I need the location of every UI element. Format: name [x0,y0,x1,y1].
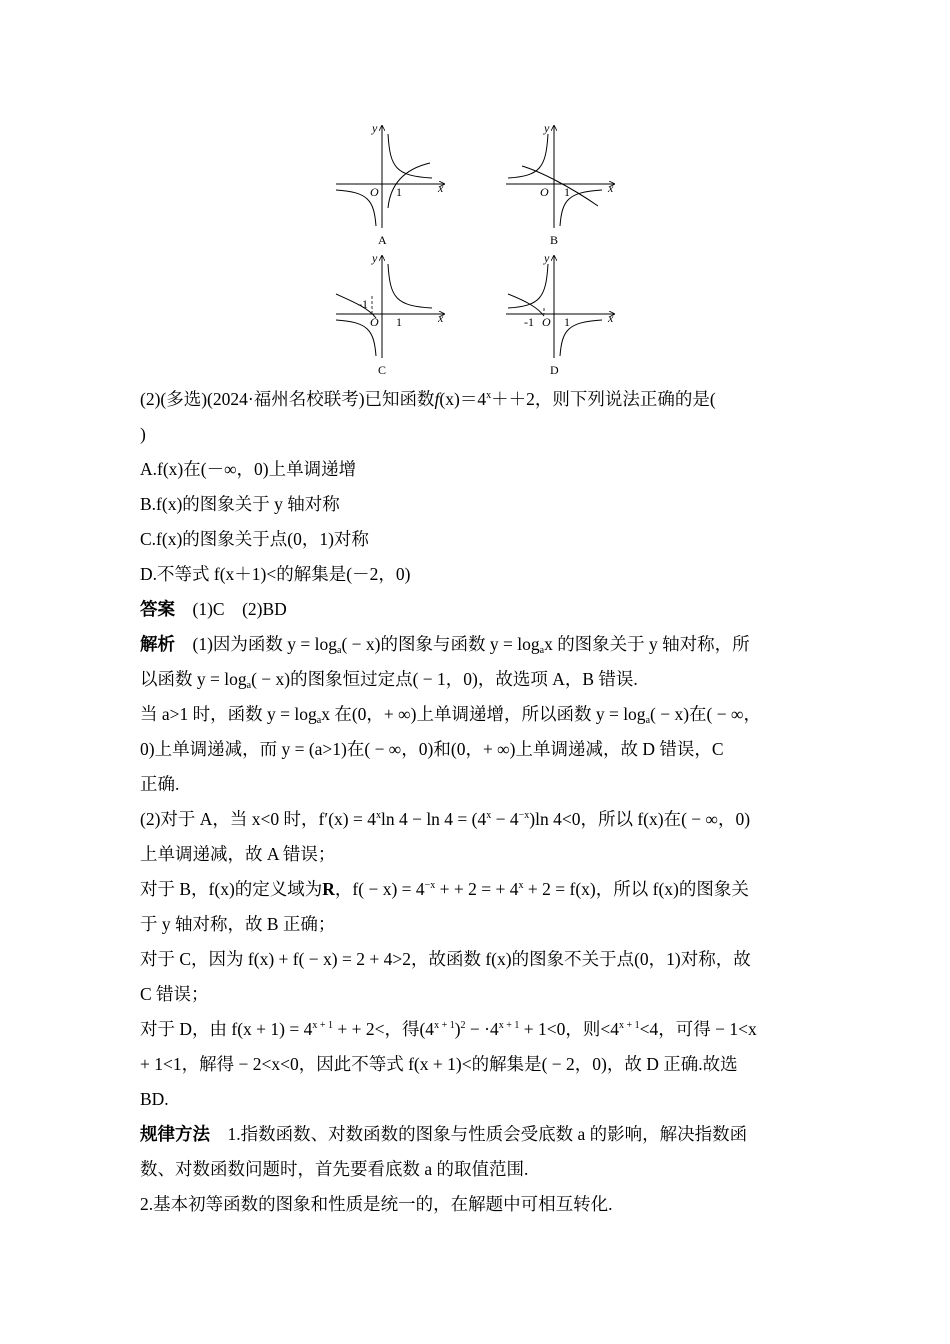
graph-d-origin-label: O [542,315,551,329]
graph-d-y-label: y [544,251,550,265]
graph-c-one-label: 1 [396,315,402,329]
analysis-line-12: 对于 D，由 $f(x + 1) = 4^{x + 1}$ + + 2<，得$(4^{x + 1})^2 - \cdot 4^{x + 1} + 1<0$，则$<4^{x + 1}<4$，可得 − 1<x [140,1019,757,1039]
graph-options-figure [332,118,632,380]
graph-c [336,251,444,377]
graph-a [336,121,444,247]
analysis-line-8: 对于 B，f(x)的定义域为R，$f( - x) = 4^{-x}$ + + 2 = + $4^x + 2 = f(x)$，所以 f(x)的图象关 [140,879,749,899]
method-line-2: 数、对数函数问题时，首先要看底数 a 的取值范围. [140,1159,529,1179]
answer-line [140,592,812,627]
question-2-stem: (2)(多选)(2024·福州名校联考)已知函数$f(x)=4^x++2$，则下列说法正确的是( [140,389,716,409]
analysis-line-6: (2)对于 A，当 x<0 时，$f'(x) = 4^x\ln$ $4 - \ln 4 = (4^x - 4^{-x})\ln$ 4<0，所以 f(x)在( − ∞，0) [140,809,751,829]
analysis-line-14: BD. [140,1089,169,1109]
graph-b-caption: B [550,233,559,247]
graph-d-one-label: 1 [564,315,570,329]
graphs-svg [332,118,632,380]
graph-a-one-label: 1 [396,185,402,199]
question-2-close: ) [140,424,146,444]
graph-c-y-label: y [372,251,378,265]
answer-label: 答案 [140,599,175,619]
graph-c-neg1-label: -1 [358,297,368,311]
graph-a-origin-label: O [370,185,379,199]
analysis-line-7: 上单调递减，故 A 错误； [140,844,336,864]
graph-d [506,251,614,377]
option-b: B.f(x)的图象关于 y 轴对称 [140,494,340,514]
analysis-line-9: 于 y 轴对称，故 B 正确； [140,914,336,934]
graph-c-x-label: x [438,311,444,325]
graph-a-caption: A [378,233,387,247]
analysis-line-1: 解析 (1)因为函数 $y = \log_a( - x)$的图象与函数 $y = \log_ax$ 的图象关于 y 轴对称，所 [140,634,750,656]
method-line-1: 规律方法 1.指数函数、对数函数的图象与性质会受底数 a 的影响，解决指数函 [140,1124,748,1144]
option-d: D.不等式 f(x＋1)<的解集是(－2，0) [140,564,411,584]
method-label: 规律方法 [140,1124,210,1144]
answer-text: (1)C (2)BD [192,599,287,619]
analysis-line-3: 当 a>1 时，函数 $y = \log_ax$ 在(0，+ ∞)上单调递增，所以函数 $y = \log_a( - x)$在( − ∞， [140,704,761,726]
analysis-line-5: 正确. [140,774,180,794]
graph-b-y-label: y [544,121,550,135]
analysis-line-2: 以函数 $y = \log_a( - x)$的图象恒过定点( − 1，0)，故选项 A，B 错误. [140,669,638,691]
method-line-3: 2.基本初等函数的图象和性质是统一的，在解题中可相互转化. [140,1194,613,1214]
graph-c-caption: C [378,363,387,377]
graph-d-x-label: x [608,311,614,325]
document-body [140,382,812,1222]
graph-a-x-label: x [438,181,444,195]
analysis-line-13: + 1<1，解得 − 2<x<0，因此不等式 f(x + 1)<的解集是( − 2，0)，故 D 正确.故选 [140,1054,738,1074]
graph-d-neg1-label: -1 [524,315,534,329]
graph-b-origin-label: O [540,185,549,199]
graph-c-origin-label: O [370,315,379,329]
analysis-line-4: 0)上单调递减，而 y = (a>1)在( − ∞，0)和(0，+ ∞)上单调递减，故 D 错误，C [140,739,724,759]
graph-b-one-label: 1 [564,185,570,199]
analysis-line-10: 对于 C，因为 f(x) + f( − x) = 2 + 4>2，故函数 f(x)的图象不关于点(0，1)对称，故 [140,949,751,969]
graph-b-x-label: x [608,181,614,195]
analysis-label: 解析 [140,634,175,654]
option-c: C.f(x)的图象关于点(0，1)对称 [140,529,369,549]
graph-a-y-label: y [372,121,378,135]
option-a: A.f(x)在(－∞，0)上单调递增 [140,459,357,479]
analysis-line-11: C 错误； [140,984,209,1004]
graph-d-caption: D [550,363,559,377]
graph-b [506,121,614,247]
